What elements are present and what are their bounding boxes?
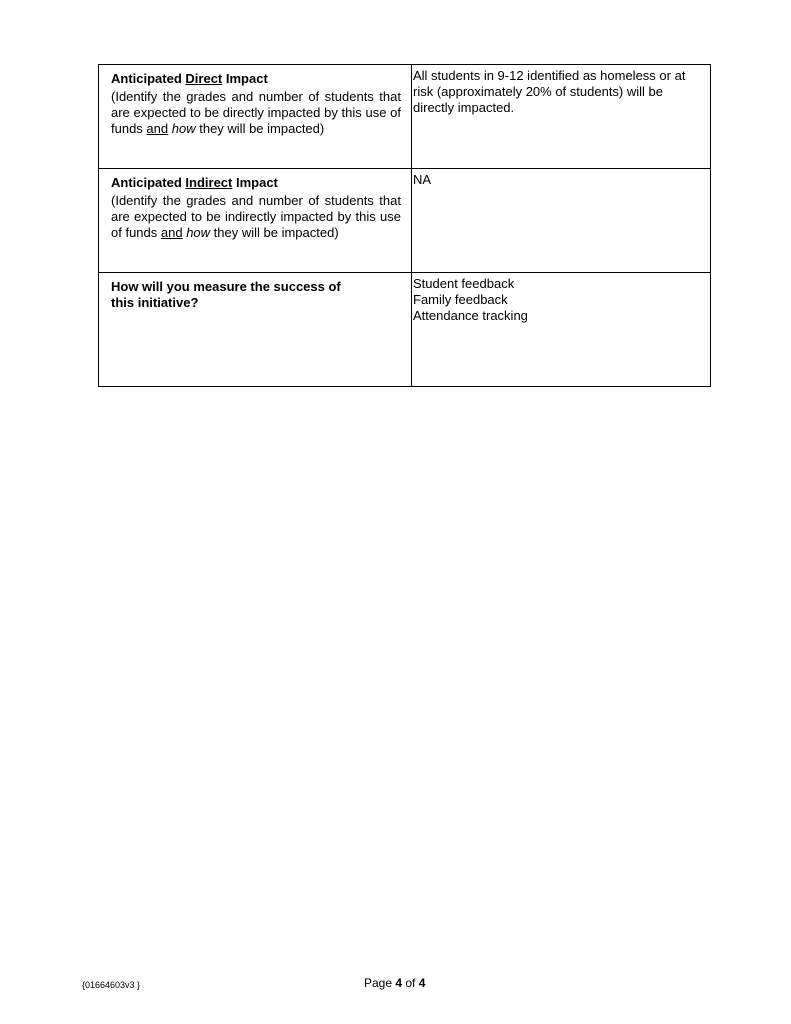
indirect-impact-response: NA <box>413 172 432 187</box>
measure-success-title: How will you measure the success of this initiative? <box>111 279 341 310</box>
measure-response-line: Attendance tracking <box>413 308 528 323</box>
table-row-measure-success <box>99 273 711 387</box>
footer-page-number: Page 4 of 4 <box>364 976 426 990</box>
measure-response-line: Family feedback <box>413 292 508 307</box>
direct-impact-response-cell <box>412 65 711 169</box>
measure-success-response-cell <box>412 273 711 387</box>
table-row-direct-impact <box>99 65 711 169</box>
direct-impact-title: Anticipated Direct Impact <box>111 71 268 86</box>
indirect-impact-question-cell <box>99 169 412 273</box>
measure-response-line: Student feedback <box>413 276 515 291</box>
direct-impact-description: (Identify the grades and number of students that are expected to be directly impacted by this use of funds and how they will be impacted) <box>111 89 401 136</box>
measure-success-question-cell <box>99 273 412 387</box>
indirect-impact-title: Anticipated Indirect Impact <box>111 175 278 190</box>
indirect-impact-description: (Identify the grades and number of students that are expected to be indirectly impacted by this use of funds and how they will be impacted) <box>111 193 401 240</box>
footer-document-id: {01664603v3 } <box>82 980 141 990</box>
indirect-impact-response-cell <box>412 169 711 273</box>
impact-table <box>98 64 711 387</box>
direct-impact-response: All students in 9-12 identified as homeless or at risk (approximately 20% of students) will be directly impacted. <box>413 68 686 115</box>
table-row-indirect-impact <box>99 169 711 273</box>
direct-impact-question-cell <box>99 65 412 169</box>
